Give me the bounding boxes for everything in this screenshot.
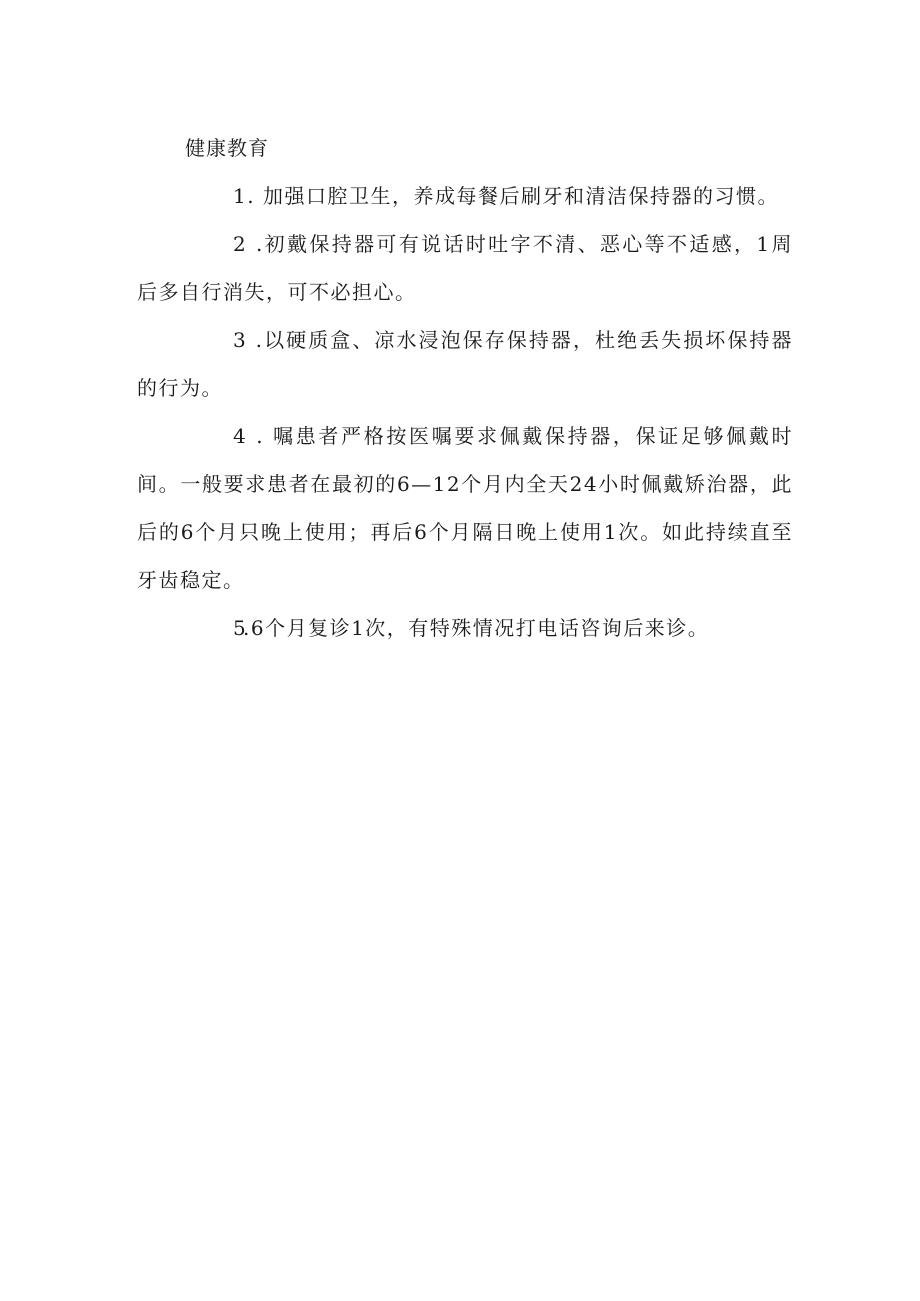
item-text: .以硬质盒、凉水浸泡保存保持器，杜绝丢失损坏保持器的行为。 bbox=[137, 328, 793, 400]
list-item-2 bbox=[137, 220, 793, 316]
item-number: 5 bbox=[233, 616, 248, 640]
document-heading: 健康教育 bbox=[185, 136, 269, 160]
item-number: 3 bbox=[233, 328, 248, 352]
item-text: . 嘱患者严格按医嘱要求佩戴保持器，保证足够佩戴时间。一般要求患者在最初的6—12个月内全天24小时佩戴矫治器，此后的6个月只晚上使用；再后6个月隔日晚上使用1次。如此持续直至牙齿稳定。 bbox=[137, 424, 793, 592]
list-item-5 bbox=[137, 604, 793, 652]
list-item-3 bbox=[137, 316, 793, 412]
list-item-4 bbox=[137, 412, 793, 604]
item-number: 4 bbox=[233, 424, 248, 448]
document-body bbox=[137, 124, 793, 652]
item-text: .6个月复诊1次，有特殊情况打电话咨询后来诊。 bbox=[243, 616, 710, 640]
list-item-1 bbox=[137, 172, 793, 220]
item-number: 1 bbox=[233, 184, 248, 208]
item-text: .初戴保持器可有说话时吐字不清、恶心等不适感，1周后多自行消失，可不必担心。 bbox=[137, 232, 793, 304]
item-text: . 加强口腔卫生，养成每餐后刷牙和清洁保持器的习惯。 bbox=[247, 184, 779, 208]
item-number: 2 bbox=[233, 232, 248, 256]
